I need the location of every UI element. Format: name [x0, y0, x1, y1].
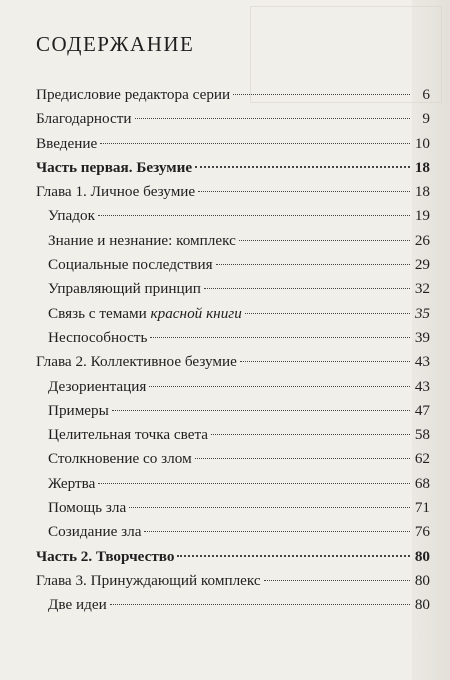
toc-entry-title	[48, 277, 201, 301]
toc-page-number: 35	[414, 304, 430, 322]
toc-dot-leader	[195, 166, 410, 168]
toc-part-entry	[0, 156, 450, 180]
toc-entry-title	[36, 569, 261, 593]
toc-entry-title-text: Глава 3. Принуждающий комплекс	[36, 571, 261, 589]
toc-section-entry	[0, 375, 450, 399]
toc-entry-title	[48, 326, 147, 350]
toc-entry-title-text: Целительная точка света	[48, 426, 209, 444]
toc-dot-leader	[264, 580, 410, 581]
toc-entry-title	[36, 132, 97, 156]
toc-entry-title	[48, 593, 107, 617]
toc-section-entry	[0, 326, 450, 350]
toc-entry-title	[36, 83, 230, 107]
toc-dot-leader	[233, 94, 410, 95]
toc-part-entry	[0, 545, 450, 569]
toc-entry-title	[36, 545, 174, 569]
toc-page-number: 68	[414, 474, 430, 492]
toc-entry-title-text: Благодарности	[36, 110, 132, 128]
toc-dot-leader	[240, 361, 410, 362]
toc-chapter-entry	[0, 83, 450, 107]
toc-dot-leader	[98, 483, 410, 484]
toc-dot-leader	[216, 264, 410, 265]
toc-section-entry	[0, 423, 450, 447]
toc-dot-leader	[211, 434, 410, 435]
toc-entry-title-text: Знание и незнание: комплекс	[48, 231, 236, 249]
toc-section-entry	[0, 593, 450, 617]
toc-dot-leader	[198, 191, 410, 192]
toc-entry-title-text: Часть 2. Творчество	[36, 547, 175, 565]
toc-dot-leader	[239, 240, 410, 241]
toc-page-number: 62	[414, 450, 430, 468]
toc-page-number: 10	[414, 134, 430, 152]
toc-entry-title	[48, 520, 141, 544]
toc-section-entry	[0, 472, 450, 496]
toc-dot-leader	[150, 337, 410, 338]
toc-section-entry	[0, 447, 450, 471]
toc-entry-title-text: Дезориентация	[48, 377, 147, 395]
toc-section-entry	[0, 399, 450, 423]
toc-entry-title	[48, 423, 208, 447]
toc-page-number: 43	[414, 377, 430, 395]
toc-entry-title-text: Управляющий принцип	[48, 280, 201, 298]
toc-title: СОДЕРЖАНИЕ	[36, 32, 195, 56]
toc-section-entry	[0, 520, 450, 544]
toc-entry-title-text: Предисловие редактора серии	[36, 86, 231, 103]
toc-entry-title	[48, 399, 109, 423]
toc-page-number: 80	[414, 596, 430, 614]
toc-dot-leader	[135, 118, 410, 119]
toc-page-number: 43	[414, 353, 430, 371]
toc-entry-title-text: Связь с темами	[48, 304, 151, 322]
toc-page-number: 47	[414, 401, 430, 419]
toc-page-number: 9	[422, 110, 430, 128]
toc-entry-title	[48, 229, 236, 253]
toc-section-entry	[0, 496, 450, 520]
toc-chapter-entry	[0, 180, 450, 204]
toc-entry-title	[48, 253, 213, 277]
toc-list	[0, 83, 450, 618]
toc-chapter-entry	[0, 132, 450, 156]
toc-entry-title	[48, 447, 192, 471]
toc-entry-title-text: Две идеи	[48, 596, 107, 614]
toc-page-number: 76	[414, 523, 430, 541]
toc-section-entry	[0, 253, 450, 277]
toc-entry-title-text: Глава 2. Коллективное безумие	[36, 353, 237, 371]
toc-dot-leader	[129, 507, 410, 508]
toc-dot-leader	[98, 215, 410, 216]
toc-entry-title-text: Жертва	[48, 474, 96, 492]
toc-page-number: 26	[414, 231, 430, 249]
toc-entry-title	[48, 302, 242, 326]
toc-entry-title	[36, 107, 132, 131]
toc-entry-title-text: Глава 1. Личное безумие	[36, 183, 196, 201]
toc-chapter-entry	[0, 107, 450, 131]
toc-page-number: 58	[414, 426, 430, 444]
toc-dot-leader	[195, 458, 410, 459]
toc-entry-title-text: Созидание зла	[48, 523, 142, 541]
toc-dot-leader	[177, 555, 410, 557]
toc-dot-leader	[112, 410, 410, 411]
toc-page-number: 18	[414, 183, 430, 201]
toc-page-number: 18	[414, 158, 430, 176]
toc-entry-title-text: Социальные последствия	[48, 256, 213, 274]
toc-entry-title-text: Примеры	[48, 401, 109, 419]
toc-entry-title	[36, 156, 192, 180]
toc-entry-title-text: Упадок	[48, 207, 95, 225]
toc-page-number: 80	[414, 571, 430, 589]
toc-dot-leader	[144, 531, 410, 532]
toc-page-number: 71	[414, 499, 430, 517]
toc-page-number: 19	[414, 207, 430, 225]
toc-entry-title-text: Неспособность	[48, 328, 148, 346]
toc-entry-title-text: Помощь зла	[48, 499, 127, 517]
toc-page-number: 29	[414, 256, 430, 274]
toc-chapter-entry	[0, 350, 450, 374]
toc-dot-leader	[245, 313, 410, 314]
toc-entry-title	[48, 375, 146, 399]
toc-section-entry	[0, 204, 450, 228]
toc-section-entry	[0, 229, 450, 253]
toc-page-number: 32	[414, 280, 430, 298]
toc-dot-leader	[149, 386, 410, 387]
toc-entry-title	[36, 180, 195, 204]
toc-dot-leader	[110, 604, 410, 605]
toc-dot-leader	[204, 288, 410, 289]
toc-page-number: 39	[414, 328, 430, 346]
toc-entry-title	[48, 204, 95, 228]
toc-entry-title	[48, 496, 126, 520]
toc-entry-title	[48, 472, 95, 496]
toc-section-entry	[0, 302, 450, 326]
toc-entry-title-text: Введение	[36, 134, 98, 152]
toc-page-number: 6	[422, 86, 430, 103]
toc-chapter-entry	[0, 569, 450, 593]
toc-entry-title	[36, 350, 237, 374]
toc-section-entry	[0, 277, 450, 301]
toc-page-number: 80	[414, 547, 430, 565]
toc-entry-title-italic: красной книги	[150, 304, 242, 322]
toc-dot-leader	[100, 143, 410, 144]
toc-entry-title-text: Столкновение со злом	[48, 450, 192, 468]
toc-entry-title-text: Часть первая. Безумие	[36, 158, 193, 176]
